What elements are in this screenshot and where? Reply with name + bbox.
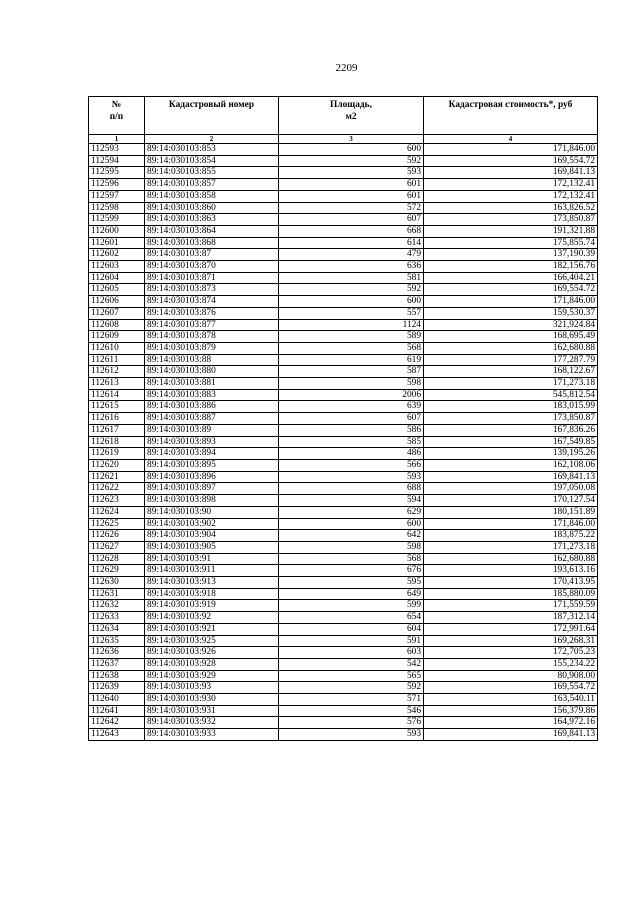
cell-cadastral-number: 89:14:030103:87 bbox=[145, 249, 279, 261]
table-row bbox=[89, 518, 598, 530]
cell-cadastral-cost: 170,413.95 bbox=[424, 577, 598, 589]
cell-area: 585 bbox=[279, 436, 424, 448]
cell-cadastral-cost: 168,122.67 bbox=[424, 366, 598, 378]
table-row bbox=[89, 682, 598, 694]
cell-cadastral-cost: 171,273.18 bbox=[424, 541, 598, 553]
cell-cadastral-number: 89:14:030103:871 bbox=[145, 272, 279, 284]
table-row bbox=[89, 261, 598, 273]
table-row bbox=[89, 612, 598, 624]
cell-cadastral-cost: 169,554.72 bbox=[424, 682, 598, 694]
table-row bbox=[89, 588, 598, 600]
cell-cadastral-cost: 170,127.54 bbox=[424, 495, 598, 507]
cadastral-table bbox=[88, 96, 598, 741]
cell-cadastral-cost: 169,841.13 bbox=[424, 729, 598, 741]
table-row bbox=[89, 225, 598, 237]
cell-cadastral-cost: 162,108.06 bbox=[424, 459, 598, 471]
table-row bbox=[89, 694, 598, 706]
table-row bbox=[89, 179, 598, 191]
cell-row-number: 112609 bbox=[89, 331, 145, 343]
cell-row-number: 112612 bbox=[89, 366, 145, 378]
cell-area: 619 bbox=[279, 354, 424, 366]
column-number: 1 bbox=[89, 135, 145, 144]
cell-row-number: 112618 bbox=[89, 436, 145, 448]
cell-area: 601 bbox=[279, 190, 424, 202]
cell-area: 601 bbox=[279, 179, 424, 191]
cell-cadastral-cost: 172,132.41 bbox=[424, 190, 598, 202]
table-row bbox=[89, 354, 598, 366]
table-row bbox=[89, 155, 598, 167]
cell-cadastral-cost: 169,841.13 bbox=[424, 471, 598, 483]
cell-row-number: 112636 bbox=[89, 647, 145, 659]
cell-cadastral-cost: 171,846.00 bbox=[424, 144, 598, 156]
cell-row-number: 112621 bbox=[89, 471, 145, 483]
cell-cadastral-number: 89:14:030103:887 bbox=[145, 413, 279, 425]
cell-cadastral-number: 89:14:030103:911 bbox=[145, 565, 279, 577]
cell-cadastral-number: 89:14:030103:883 bbox=[145, 389, 279, 401]
cell-row-number: 112604 bbox=[89, 272, 145, 284]
table-row bbox=[89, 331, 598, 343]
cell-cadastral-number: 89:14:030103:854 bbox=[145, 155, 279, 167]
cell-cadastral-number: 89:14:030103:878 bbox=[145, 331, 279, 343]
cell-cadastral-cost: 169,268.31 bbox=[424, 635, 598, 647]
cell-row-number: 112615 bbox=[89, 401, 145, 413]
table-row bbox=[89, 729, 598, 741]
cell-row-number: 112607 bbox=[89, 307, 145, 319]
cell-row-number: 112634 bbox=[89, 623, 145, 635]
cell-area: 576 bbox=[279, 717, 424, 729]
cell-row-number: 112614 bbox=[89, 389, 145, 401]
cell-area: 607 bbox=[279, 413, 424, 425]
cell-area: 479 bbox=[279, 249, 424, 261]
cell-area: 600 bbox=[279, 296, 424, 308]
cell-row-number: 112632 bbox=[89, 600, 145, 612]
cell-cadastral-cost: 169,554.72 bbox=[424, 284, 598, 296]
cell-cadastral-cost: 171,846.00 bbox=[424, 518, 598, 530]
cell-area: 557 bbox=[279, 307, 424, 319]
cell-area: 676 bbox=[279, 565, 424, 577]
cell-area: 592 bbox=[279, 155, 424, 167]
cell-cadastral-number: 89:14:030103:876 bbox=[145, 307, 279, 319]
cell-cadastral-cost: 159,530.37 bbox=[424, 307, 598, 319]
cell-cadastral-cost: 175,855.74 bbox=[424, 237, 598, 249]
table-row bbox=[89, 284, 598, 296]
cell-cadastral-cost: 173,850.87 bbox=[424, 413, 598, 425]
cell-row-number: 112628 bbox=[89, 553, 145, 565]
cell-cadastral-cost: 166,404.21 bbox=[424, 272, 598, 284]
cell-cadastral-number: 89:14:030103:919 bbox=[145, 600, 279, 612]
cell-cadastral-number: 89:14:030103:895 bbox=[145, 459, 279, 471]
column-number-row bbox=[89, 135, 598, 144]
cell-row-number: 112593 bbox=[89, 144, 145, 156]
cell-area: 568 bbox=[279, 342, 424, 354]
cell-area: 598 bbox=[279, 541, 424, 553]
cell-row-number: 112610 bbox=[89, 342, 145, 354]
cell-cadastral-cost: 139,195.26 bbox=[424, 448, 598, 460]
cell-cadastral-number: 89:14:030103:853 bbox=[145, 144, 279, 156]
cell-area: 592 bbox=[279, 682, 424, 694]
table-row bbox=[89, 577, 598, 589]
table-row bbox=[89, 647, 598, 659]
cell-area: 600 bbox=[279, 518, 424, 530]
cell-row-number: 112641 bbox=[89, 705, 145, 717]
cell-row-number: 112617 bbox=[89, 424, 145, 436]
cell-row-number: 112619 bbox=[89, 448, 145, 460]
cell-cadastral-cost: 169,841.13 bbox=[424, 167, 598, 179]
cell-cadastral-number: 89:14:030103:863 bbox=[145, 214, 279, 226]
cell-row-number: 112624 bbox=[89, 506, 145, 518]
cell-area: 581 bbox=[279, 272, 424, 284]
cell-cadastral-number: 89:14:030103:857 bbox=[145, 179, 279, 191]
cell-cadastral-cost: 173,850.87 bbox=[424, 214, 598, 226]
cell-row-number: 112637 bbox=[89, 658, 145, 670]
cell-area: 614 bbox=[279, 237, 424, 249]
cell-area: 600 bbox=[279, 144, 424, 156]
cell-cadastral-cost: 171,846.00 bbox=[424, 296, 598, 308]
cell-area: 542 bbox=[279, 658, 424, 670]
cell-row-number: 112623 bbox=[89, 495, 145, 507]
table-row bbox=[89, 495, 598, 507]
cell-cadastral-cost: 156,379.86 bbox=[424, 705, 598, 717]
cell-cadastral-cost: 162,680.88 bbox=[424, 553, 598, 565]
table-row bbox=[89, 401, 598, 413]
cell-row-number: 112622 bbox=[89, 483, 145, 495]
table-row bbox=[89, 565, 598, 577]
table-row bbox=[89, 600, 598, 612]
table-row bbox=[89, 237, 598, 249]
cell-area: 593 bbox=[279, 167, 424, 179]
cell-row-number: 112629 bbox=[89, 565, 145, 577]
cell-cadastral-cost: 137,190.39 bbox=[424, 249, 598, 261]
cell-cadastral-cost: 545,812.54 bbox=[424, 389, 598, 401]
cell-cadastral-number: 89:14:030103:918 bbox=[145, 588, 279, 600]
cell-row-number: 112631 bbox=[89, 588, 145, 600]
cell-cadastral-cost: 163,540.11 bbox=[424, 694, 598, 706]
column-number: 3 bbox=[279, 135, 424, 144]
cell-cadastral-number: 89:14:030103:930 bbox=[145, 694, 279, 706]
table-row bbox=[89, 342, 598, 354]
cell-cadastral-cost: 167,549.85 bbox=[424, 436, 598, 448]
cell-row-number: 112605 bbox=[89, 284, 145, 296]
cell-cadastral-cost: 183,875.22 bbox=[424, 530, 598, 542]
cell-cadastral-cost: 191,321.88 bbox=[424, 225, 598, 237]
cell-row-number: 112611 bbox=[89, 354, 145, 366]
cell-area: 598 bbox=[279, 378, 424, 390]
cell-cadastral-number: 89:14:030103:93 bbox=[145, 682, 279, 694]
cell-area: 599 bbox=[279, 600, 424, 612]
cell-cadastral-number: 89:14:030103:870 bbox=[145, 261, 279, 273]
cell-row-number: 112638 bbox=[89, 670, 145, 682]
table-row bbox=[89, 483, 598, 495]
header-cadastral-cost: Кадастровая стоимость*, руб bbox=[424, 97, 598, 135]
cell-area: 591 bbox=[279, 635, 424, 647]
cell-cadastral-number: 89:14:030103:921 bbox=[145, 623, 279, 635]
cell-area: 571 bbox=[279, 694, 424, 706]
cell-area: 629 bbox=[279, 506, 424, 518]
cell-row-number: 112630 bbox=[89, 577, 145, 589]
cell-cadastral-number: 89:14:030103:925 bbox=[145, 635, 279, 647]
cell-area: 688 bbox=[279, 483, 424, 495]
cell-cadastral-cost: 321,924.84 bbox=[424, 319, 598, 331]
table-row bbox=[89, 202, 598, 214]
table-row bbox=[89, 167, 598, 179]
cell-cadastral-cost: 172,705.23 bbox=[424, 647, 598, 659]
table-row bbox=[89, 658, 598, 670]
cell-area: 603 bbox=[279, 647, 424, 659]
cell-area: 592 bbox=[279, 284, 424, 296]
header-row-number: № п/п bbox=[89, 97, 145, 135]
cell-cadastral-number: 89:14:030103:880 bbox=[145, 366, 279, 378]
table-row bbox=[89, 459, 598, 471]
cell-area: 586 bbox=[279, 424, 424, 436]
cell-cadastral-cost: 163,826.52 bbox=[424, 202, 598, 214]
table-row bbox=[89, 190, 598, 202]
table-row bbox=[89, 378, 598, 390]
column-number: 4 bbox=[424, 135, 598, 144]
cell-row-number: 112598 bbox=[89, 202, 145, 214]
header-cadastral-number: Кадастровый номер bbox=[145, 97, 279, 135]
cell-cadastral-number: 89:14:030103:886 bbox=[145, 401, 279, 413]
cell-row-number: 112603 bbox=[89, 261, 145, 273]
cell-cadastral-number: 89:14:030103:893 bbox=[145, 436, 279, 448]
cell-cadastral-cost: 172,991.64 bbox=[424, 623, 598, 635]
cell-row-number: 112627 bbox=[89, 541, 145, 553]
cell-cadastral-cost: 197,050.08 bbox=[424, 483, 598, 495]
cell-area: 593 bbox=[279, 729, 424, 741]
table-row bbox=[89, 296, 598, 308]
table-row bbox=[89, 448, 598, 460]
cell-row-number: 112643 bbox=[89, 729, 145, 741]
cell-row-number: 112597 bbox=[89, 190, 145, 202]
table-row bbox=[89, 144, 598, 156]
cell-cadastral-number: 89:14:030103:860 bbox=[145, 202, 279, 214]
table-row bbox=[89, 319, 598, 331]
cell-row-number: 112606 bbox=[89, 296, 145, 308]
cell-row-number: 112640 bbox=[89, 694, 145, 706]
cell-cadastral-number: 89:14:030103:873 bbox=[145, 284, 279, 296]
cell-cadastral-cost: 187,312.14 bbox=[424, 612, 598, 624]
cell-cadastral-number: 89:14:030103:90 bbox=[145, 506, 279, 518]
page-number: 2209 bbox=[335, 62, 358, 74]
cell-area: 607 bbox=[279, 214, 424, 226]
table-row bbox=[89, 436, 598, 448]
cell-cadastral-cost: 168,695.49 bbox=[424, 331, 598, 343]
table-row bbox=[89, 471, 598, 483]
table-row bbox=[89, 366, 598, 378]
cell-cadastral-number: 89:14:030103:91 bbox=[145, 553, 279, 565]
cell-cadastral-cost: 162,680.88 bbox=[424, 342, 598, 354]
cell-cadastral-cost: 172,132.41 bbox=[424, 179, 598, 191]
cell-cadastral-cost: 80,908.00 bbox=[424, 670, 598, 682]
cell-area: 649 bbox=[279, 588, 424, 600]
cell-area: 565 bbox=[279, 670, 424, 682]
cell-cadastral-number: 89:14:030103:88 bbox=[145, 354, 279, 366]
cell-row-number: 112635 bbox=[89, 635, 145, 647]
cell-cadastral-number: 89:14:030103:913 bbox=[145, 577, 279, 589]
cell-row-number: 112616 bbox=[89, 413, 145, 425]
cell-cadastral-cost: 155,234.22 bbox=[424, 658, 598, 670]
cell-cadastral-number: 89:14:030103:898 bbox=[145, 495, 279, 507]
cell-row-number: 112600 bbox=[89, 225, 145, 237]
cell-cadastral-number: 89:14:030103:928 bbox=[145, 658, 279, 670]
cell-cadastral-cost: 182,156.76 bbox=[424, 261, 598, 273]
cell-cadastral-cost: 180,151.89 bbox=[424, 506, 598, 518]
cell-area: 639 bbox=[279, 401, 424, 413]
table-row bbox=[89, 623, 598, 635]
cell-cadastral-cost: 183,015.99 bbox=[424, 401, 598, 413]
cell-cadastral-number: 89:14:030103:92 bbox=[145, 612, 279, 624]
cell-cadastral-number: 89:14:030103:902 bbox=[145, 518, 279, 530]
table-header-row bbox=[89, 97, 598, 135]
header-area: Площадь, м2 bbox=[279, 97, 424, 135]
cell-cadastral-number: 89:14:030103:855 bbox=[145, 167, 279, 179]
table-row bbox=[89, 635, 598, 647]
cell-row-number: 112596 bbox=[89, 179, 145, 191]
cell-row-number: 112613 bbox=[89, 378, 145, 390]
table-row bbox=[89, 307, 598, 319]
column-number: 2 bbox=[145, 135, 279, 144]
cell-cadastral-number: 89:14:030103:89 bbox=[145, 424, 279, 436]
cell-area: 2006 bbox=[279, 389, 424, 401]
cell-row-number: 112620 bbox=[89, 459, 145, 471]
table-row bbox=[89, 705, 598, 717]
cell-cadastral-number: 89:14:030103:926 bbox=[145, 647, 279, 659]
cell-cadastral-cost: 185,880.09 bbox=[424, 588, 598, 600]
cell-row-number: 112639 bbox=[89, 682, 145, 694]
cell-row-number: 112633 bbox=[89, 612, 145, 624]
cell-cadastral-number: 89:14:030103:881 bbox=[145, 378, 279, 390]
cell-area: 654 bbox=[279, 612, 424, 624]
cell-area: 595 bbox=[279, 577, 424, 589]
table-row bbox=[89, 553, 598, 565]
cell-cadastral-number: 89:14:030103:931 bbox=[145, 705, 279, 717]
cell-cadastral-cost: 193,613.16 bbox=[424, 565, 598, 577]
cell-cadastral-number: 89:14:030103:864 bbox=[145, 225, 279, 237]
cell-row-number: 112625 bbox=[89, 518, 145, 530]
cell-cadastral-number: 89:14:030103:894 bbox=[145, 448, 279, 460]
table-row bbox=[89, 541, 598, 553]
cell-cadastral-cost: 167,836.26 bbox=[424, 424, 598, 436]
cell-row-number: 112595 bbox=[89, 167, 145, 179]
cell-area: 594 bbox=[279, 495, 424, 507]
table-row bbox=[89, 413, 598, 425]
cell-area: 604 bbox=[279, 623, 424, 635]
cell-row-number: 112594 bbox=[89, 155, 145, 167]
cell-cadastral-number: 89:14:030103:932 bbox=[145, 717, 279, 729]
cell-area: 1124 bbox=[279, 319, 424, 331]
cell-cadastral-number: 89:14:030103:879 bbox=[145, 342, 279, 354]
cell-cadastral-cost: 177,287.79 bbox=[424, 354, 598, 366]
cell-cadastral-cost: 169,554.72 bbox=[424, 155, 598, 167]
cell-cadastral-number: 89:14:030103:874 bbox=[145, 296, 279, 308]
cell-row-number: 112608 bbox=[89, 319, 145, 331]
cell-row-number: 112602 bbox=[89, 249, 145, 261]
cell-area: 566 bbox=[279, 459, 424, 471]
table-row bbox=[89, 249, 598, 261]
cell-cadastral-cost: 171,273.18 bbox=[424, 378, 598, 390]
table-row bbox=[89, 670, 598, 682]
cell-area: 593 bbox=[279, 471, 424, 483]
table-body bbox=[89, 144, 598, 741]
cell-row-number: 112642 bbox=[89, 717, 145, 729]
table-row bbox=[89, 389, 598, 401]
cell-area: 642 bbox=[279, 530, 424, 542]
cell-row-number: 112626 bbox=[89, 530, 145, 542]
table-row bbox=[89, 506, 598, 518]
cell-row-number: 112601 bbox=[89, 237, 145, 249]
table-row bbox=[89, 717, 598, 729]
cell-area: 546 bbox=[279, 705, 424, 717]
cell-cadastral-number: 89:14:030103:933 bbox=[145, 729, 279, 741]
cell-row-number: 112599 bbox=[89, 214, 145, 226]
table-row bbox=[89, 214, 598, 226]
cell-cadastral-number: 89:14:030103:896 bbox=[145, 471, 279, 483]
cell-area: 486 bbox=[279, 448, 424, 460]
table-row bbox=[89, 424, 598, 436]
cell-area: 636 bbox=[279, 261, 424, 273]
table-row bbox=[89, 530, 598, 542]
cell-cadastral-number: 89:14:030103:904 bbox=[145, 530, 279, 542]
cell-cadastral-number: 89:14:030103:877 bbox=[145, 319, 279, 331]
cell-cadastral-number: 89:14:030103:929 bbox=[145, 670, 279, 682]
cell-cadastral-cost: 171,559.59 bbox=[424, 600, 598, 612]
cell-area: 568 bbox=[279, 553, 424, 565]
cell-cadastral-number: 89:14:030103:897 bbox=[145, 483, 279, 495]
cell-area: 668 bbox=[279, 225, 424, 237]
table-row bbox=[89, 272, 598, 284]
cell-area: 589 bbox=[279, 331, 424, 343]
cell-cadastral-number: 89:14:030103:868 bbox=[145, 237, 279, 249]
cell-cadastral-cost: 164,972.16 bbox=[424, 717, 598, 729]
cell-area: 587 bbox=[279, 366, 424, 378]
cell-cadastral-number: 89:14:030103:905 bbox=[145, 541, 279, 553]
cell-cadastral-number: 89:14:030103:858 bbox=[145, 190, 279, 202]
cell-area: 572 bbox=[279, 202, 424, 214]
